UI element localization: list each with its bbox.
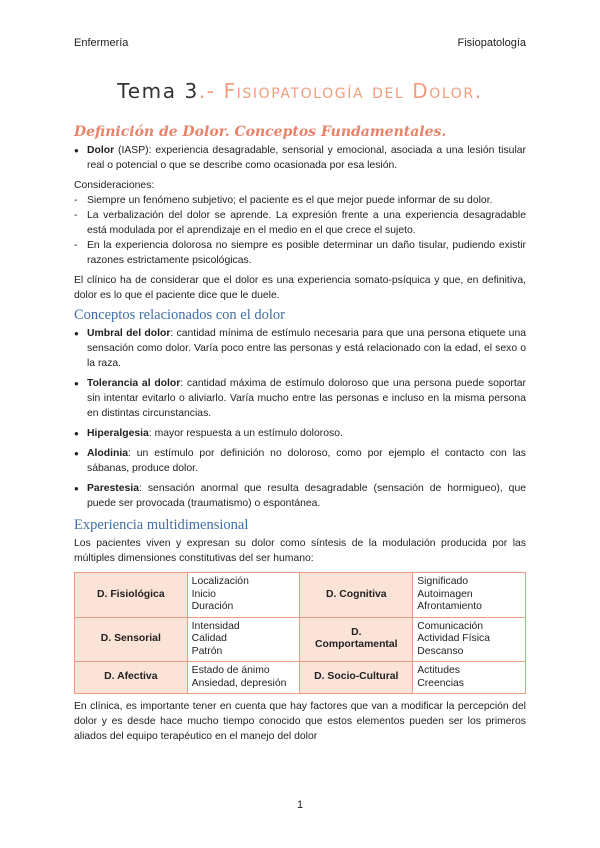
dimension-value: Inicio	[191, 588, 216, 600]
dimension-values	[187, 662, 300, 694]
dimension-value: Actividad Física	[417, 633, 490, 644]
concept-term: Parestesia	[87, 483, 139, 494]
dimension-label: D. Sensorial	[75, 617, 188, 662]
dimension-label	[300, 617, 413, 662]
dimension-value: Creencias	[417, 677, 464, 689]
dimension-value: Duración	[191, 601, 234, 612]
dimension-values	[187, 573, 300, 618]
dimension-value: Descanso	[417, 645, 464, 657]
main-content	[74, 122, 526, 744]
dimension-value: Afrontamiento	[417, 601, 482, 612]
concept-text: : mayor respuesta a un estímulo doloroso.	[148, 428, 343, 439]
concept-term: Tolerancia al dolor	[87, 378, 181, 389]
concept-item	[74, 376, 526, 421]
dimension-value: Localización	[191, 576, 249, 587]
table-row	[75, 617, 526, 662]
concept-item	[74, 326, 526, 371]
section-heading-concepts: Conceptos relacionados con el dolor	[74, 307, 285, 323]
dimension-value: Calidad	[191, 633, 227, 644]
dimension-value: Estado de ánimo	[191, 665, 270, 676]
concept-item	[74, 446, 526, 476]
dimension-values	[413, 662, 526, 694]
dimensions-table	[74, 572, 526, 694]
dimension-values	[187, 617, 300, 662]
section-heading-definition: Definición de Dolor. Conceptos Fundamentales.	[74, 124, 447, 140]
multidimensional-closing: En clínica, es importante tener en cuenta que hay factores que van a modificar la percepción del dolor y es desde hace mucho tiempo conocido que estos elementos pueden ser los primeros aliados del equipo terapéutico en el manejo del dolor	[74, 701, 526, 742]
concept-text: : sensación anormal que resulta desagradable (sensación de hormigueo), que puede ser provocada (traumatismo) o espontánea.	[87, 483, 526, 509]
concept-item	[74, 426, 526, 441]
page-title	[0, 78, 600, 104]
consideration-item: - Siempre un fenómeno subjetivo; el paciente es el que mejor puede informar de su dolor.	[74, 193, 526, 208]
dimension-label: D. Cognitiva	[300, 573, 413, 618]
dimension-label: D. Socio-Cultural	[300, 662, 413, 694]
table-row	[75, 662, 526, 694]
dimension-label-line: D.	[351, 626, 362, 638]
dimension-value: Comunicación	[417, 620, 484, 632]
header-right: Fisiopatología	[457, 37, 526, 49]
table-row	[75, 573, 526, 618]
concept-text: : cantidad máxima de estímulo doloroso que una persona puede soportar sin intentar evitarlo o aliviarlo. Varía mucho entre las personas e incluso en la misma persona en distintas circunstancias.	[87, 378, 526, 419]
dimension-values	[413, 617, 526, 662]
multidimensional-intro: Los pacientes viven y expresan su dolor como síntesis de la modulación producida por las múltiples dimensiones constitutivas del ser humano:	[74, 538, 526, 564]
title-topic: Tema 3	[117, 79, 199, 103]
dimension-values	[413, 573, 526, 618]
page-number: 1	[296, 799, 304, 811]
consideration-item: - La verbalización del dolor se aprende. La expresión frente a una experiencia desagradable está modulada por el aprendizaje en el medio en el que crece el sujeto.	[74, 208, 526, 238]
dimension-value: Ansiedad, depresión	[191, 677, 287, 689]
dimension-label-line: Comportamental	[315, 639, 398, 651]
considerations-label: Consideraciones:	[74, 180, 155, 191]
concept-text: : un estímulo por definición no doloroso, como por ejemplo el contacto con las sábanas, produce dolor.	[87, 448, 526, 474]
title-subject: .- Fisiopatología del Dolor.	[198, 79, 483, 103]
dimension-value: Autoimagen	[417, 588, 473, 600]
definition-closing-paragraph: El clínico ha de considerar que el dolor es una experiencia somato-psíquica y que, en definitiva, dolor es lo que el paciente dice que le duele.	[74, 275, 526, 301]
concept-term: Umbral del dolor	[87, 328, 171, 339]
definition-item	[74, 143, 526, 173]
concept-text: : cantidad mínima de estímulo necesaria para que una persona etiquete una sensación como dolor. Varía poco entre las personas y está relacionado con la edad, el sexo o la raza.	[87, 328, 527, 369]
header-left: Enfermería	[74, 37, 129, 49]
concept-item	[74, 481, 526, 511]
dimension-value: Patrón	[191, 645, 223, 657]
dimension-value: Actitudes	[417, 665, 460, 676]
dimension-label: D. Fisiológica	[75, 573, 188, 618]
section-heading-multidimensional: Experiencia multidimensional	[74, 517, 249, 533]
dimension-value: Intensidad	[191, 620, 240, 632]
definition-text: (IASP): experiencia desagradable, sensorial y emocional, asociada a una lesión tisular real o potencial o que se describe como ocasionada por esa lesión.	[87, 145, 526, 171]
definition-term: Dolor	[87, 145, 115, 156]
dimension-value: Significado	[417, 576, 469, 587]
consideration-item: - En la experiencia dolorosa no siempre es posible determinar un daño tisular, pudiendo existir razones estrictamente psicológicas.	[74, 238, 526, 268]
concept-term: Hiperalgesia	[87, 428, 149, 439]
concept-term: Alodinia	[87, 448, 128, 459]
dimension-label: D. Afectiva	[75, 662, 188, 694]
